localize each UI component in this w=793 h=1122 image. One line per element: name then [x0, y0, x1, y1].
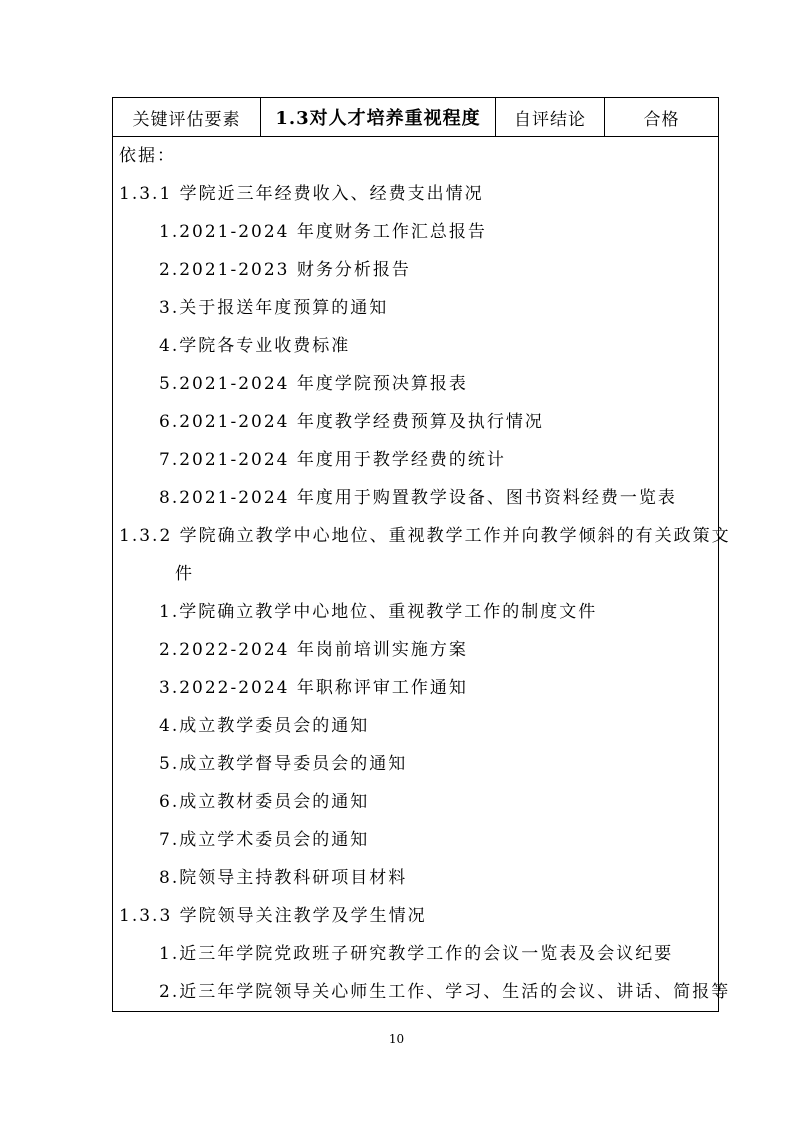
list-item: 2.2021-2023 财务分析报告 — [159, 260, 411, 280]
list-item: 4.成立教学委员会的通知 — [159, 716, 370, 736]
list-item: 2.近三年学院领导关心师生工作、学习、生活的会议、讲话、简报等 — [159, 982, 731, 1002]
list-item: 5.成立教学督导委员会的通知 — [159, 754, 408, 774]
conclusion-value: 合格 — [643, 109, 680, 130]
list-item: 3.2022-2024 年职称评审工作通知 — [159, 678, 468, 698]
basis-label: 依据： — [119, 146, 176, 166]
section-heading: 1.3.2 学院确立教学中心地位、重视教学工作并向教学倾斜的有关政策文 — [119, 526, 731, 546]
list-item: 2.2022-2024 年岗前培训实施方案 — [159, 640, 468, 660]
list-item: 7.成立学术委员会的通知 — [159, 830, 370, 850]
list-item: 3.关于报送年度预算的通知 — [159, 298, 389, 318]
key-element-label: 关键评估要素 — [113, 98, 261, 136]
list-item: 7.2021-2024 年度用于教学经费的统计 — [159, 450, 506, 470]
list-item: 1.学院确立教学中心地位、重视教学工作的制度文件 — [159, 602, 598, 622]
list-item: 8.2021-2024 年度用于购置教学设备、图书资料经费一览表 — [159, 488, 677, 508]
evaluation-table — [112, 97, 731, 1012]
list-item: 1.近三年学院党政班子研究教学工作的会议一览表及会议纪要 — [159, 944, 674, 964]
key-element-value: 1.3对人才培养重视程度 — [261, 98, 496, 136]
list-item: 5.2021-2024 年度学院预决算报表 — [159, 374, 468, 394]
section-heading-continuation: 件 — [175, 564, 194, 584]
list-item: 6.成立教材委员会的通知 — [159, 792, 370, 812]
section-heading: 1.3.3 学院领导关注教学及学生情况 — [119, 906, 427, 926]
table-header-row — [113, 98, 718, 137]
list-item: 4.学院各专业收费标准 — [159, 336, 351, 356]
conclusion-label: 自评结论 — [496, 98, 605, 136]
list-item: 8.院领导主持教科研项目材料 — [159, 868, 408, 888]
section-heading: 1.3.1 学院近三年经费收入、经费支出情况 — [119, 184, 484, 204]
list-item: 6.2021-2024 年度教学经费预算及执行情况 — [159, 412, 544, 432]
list-item: 1.2021-2024 年度财务工作汇总报告 — [159, 222, 487, 242]
page-number: 10 — [388, 1032, 405, 1046]
